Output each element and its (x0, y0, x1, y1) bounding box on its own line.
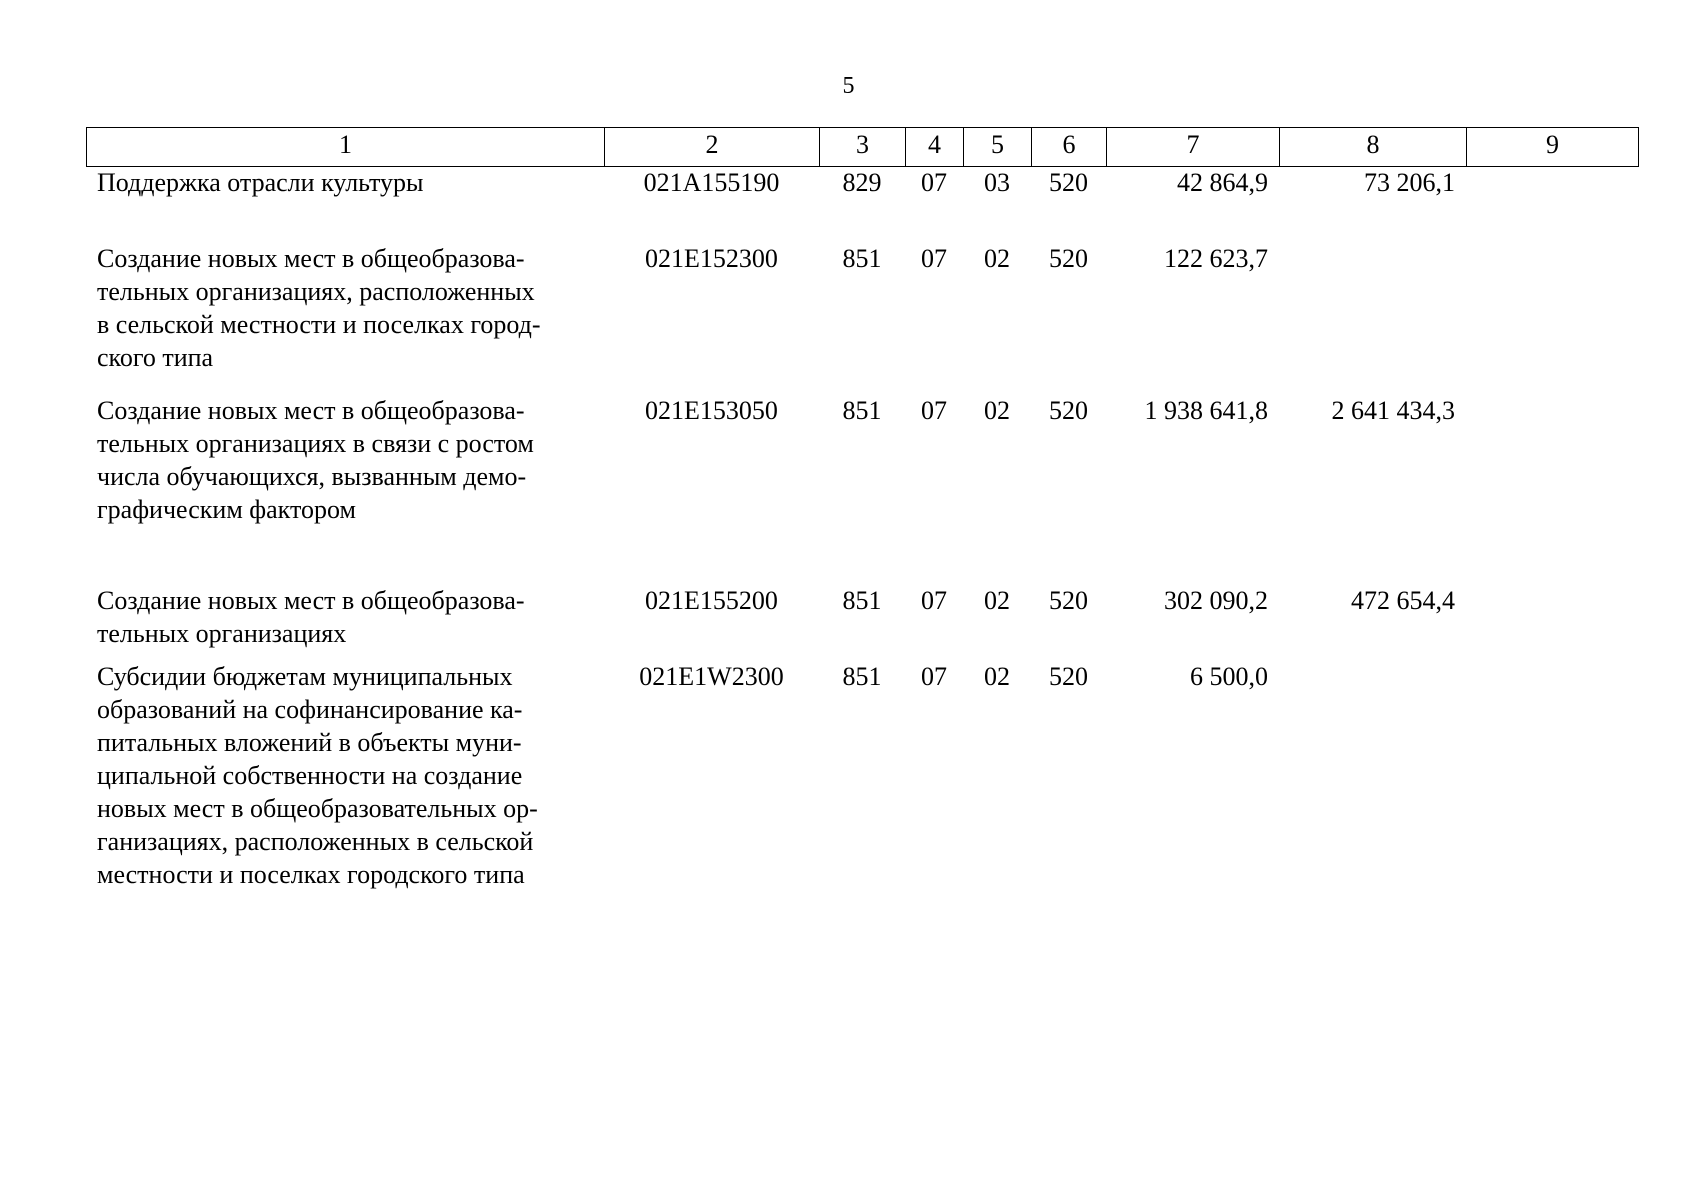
row-name-line: Создание новых мест в общеобразова- (97, 586, 525, 615)
row-name-line: тельных организациях (97, 619, 347, 648)
row-name (86, 660, 604, 894)
row-name-line: Создание новых мест в общеобразова- (97, 396, 525, 425)
row-code: 021Е1W2300 (639, 662, 784, 691)
row-name (86, 242, 604, 394)
row-col-5: 02 (984, 244, 1010, 273)
header-col-4: 4 (906, 128, 964, 167)
row-name-line: ципальной собственности на создание (97, 761, 523, 790)
row-col-5: 02 (984, 662, 1010, 691)
row-col-8: 2 641 434,3 (1331, 396, 1455, 425)
row-name-line: ского типа (97, 343, 214, 372)
row-name-line: ганизациях, расположенных в сельской (97, 827, 534, 856)
header-col-3: 3 (820, 128, 906, 167)
header-col-2: 2 (605, 128, 820, 167)
row-name (86, 394, 604, 584)
table-row (86, 166, 1638, 242)
header-col-5: 5 (964, 128, 1032, 167)
page-number: 5 (842, 73, 855, 99)
table-row (86, 660, 1638, 894)
table-row (86, 242, 1638, 394)
row-col-3: 851 (842, 244, 882, 273)
row-col-3: 851 (842, 586, 882, 615)
row-col-7: 302 090,2 (1164, 586, 1268, 615)
row-col-8 (1279, 660, 1466, 894)
row-col-3: 829 (842, 168, 882, 197)
row-col-5: 02 (984, 586, 1010, 615)
header-col-8: 8 (1280, 128, 1467, 167)
row-name (86, 166, 604, 242)
row-name-line: тельных организациях в связи с ростом (97, 429, 534, 458)
row-code: 021Е155200 (645, 586, 778, 615)
row-col-7: 42 864,9 (1177, 168, 1268, 197)
row-col-7: 1 938 641,8 (1144, 396, 1268, 425)
row-col-5: 03 (984, 168, 1010, 197)
header-row (87, 128, 1639, 167)
row-col-4: 07 (921, 244, 947, 273)
row-col-8 (1279, 242, 1466, 394)
row-code: 021А155190 (643, 168, 780, 197)
row-code: 021Е152300 (645, 244, 778, 273)
row-col-3: 851 (842, 662, 882, 691)
row-name-line: тельных организациях, расположенных (97, 277, 535, 306)
row-col-6: 520 (1049, 244, 1088, 273)
header-col-1: 1 (87, 128, 605, 167)
row-col-9 (1466, 242, 1638, 394)
row-name-line: графическим фактором (97, 495, 356, 524)
row-name-line: питальных вложений в объекты муни- (97, 728, 522, 757)
row-col-7: 122 623,7 (1164, 244, 1268, 273)
row-col-6: 520 (1049, 396, 1088, 425)
row-name-line: местности и поселках городского типа (97, 860, 525, 889)
row-name-line: Субсидии бюджетам муниципальных (97, 662, 513, 691)
row-col-6: 520 (1049, 662, 1088, 691)
row-col-4: 07 (921, 586, 947, 615)
table-header (86, 127, 1639, 167)
row-col-7: 6 500,0 (1190, 662, 1268, 691)
table-row (86, 584, 1638, 660)
header-col-9: 9 (1467, 128, 1639, 167)
row-code: 021Е153050 (645, 396, 778, 425)
row-col-9 (1466, 166, 1638, 242)
header-col-7: 7 (1107, 128, 1280, 167)
row-name-line: новых мест в общеобразовательных ор- (97, 794, 538, 823)
header-col-6: 6 (1032, 128, 1107, 167)
row-col-4: 07 (921, 662, 947, 691)
row-name-line: Поддержка отрасли культуры (97, 168, 424, 197)
row-col-6: 520 (1049, 168, 1088, 197)
row-name-line: Создание новых мест в общеобразова- (97, 244, 525, 273)
row-name-line: образований на софинансирование ка- (97, 695, 523, 724)
row-name-line: в сельской местности и поселках город- (97, 310, 541, 339)
row-name (86, 584, 604, 660)
table-body (86, 166, 1638, 894)
row-name-line: числа обучающихся, вызванным демо- (97, 462, 527, 491)
table-row (86, 394, 1638, 584)
row-col-8: 472 654,4 (1351, 586, 1455, 615)
row-col-6: 520 (1049, 586, 1088, 615)
row-col-9 (1466, 584, 1638, 660)
row-col-8: 73 206,1 (1364, 168, 1455, 197)
row-col-4: 07 (921, 396, 947, 425)
row-col-9 (1466, 660, 1638, 894)
row-col-9 (1466, 394, 1638, 584)
row-col-4: 07 (921, 168, 947, 197)
row-col-5: 02 (984, 396, 1010, 425)
row-col-3: 851 (842, 396, 882, 425)
